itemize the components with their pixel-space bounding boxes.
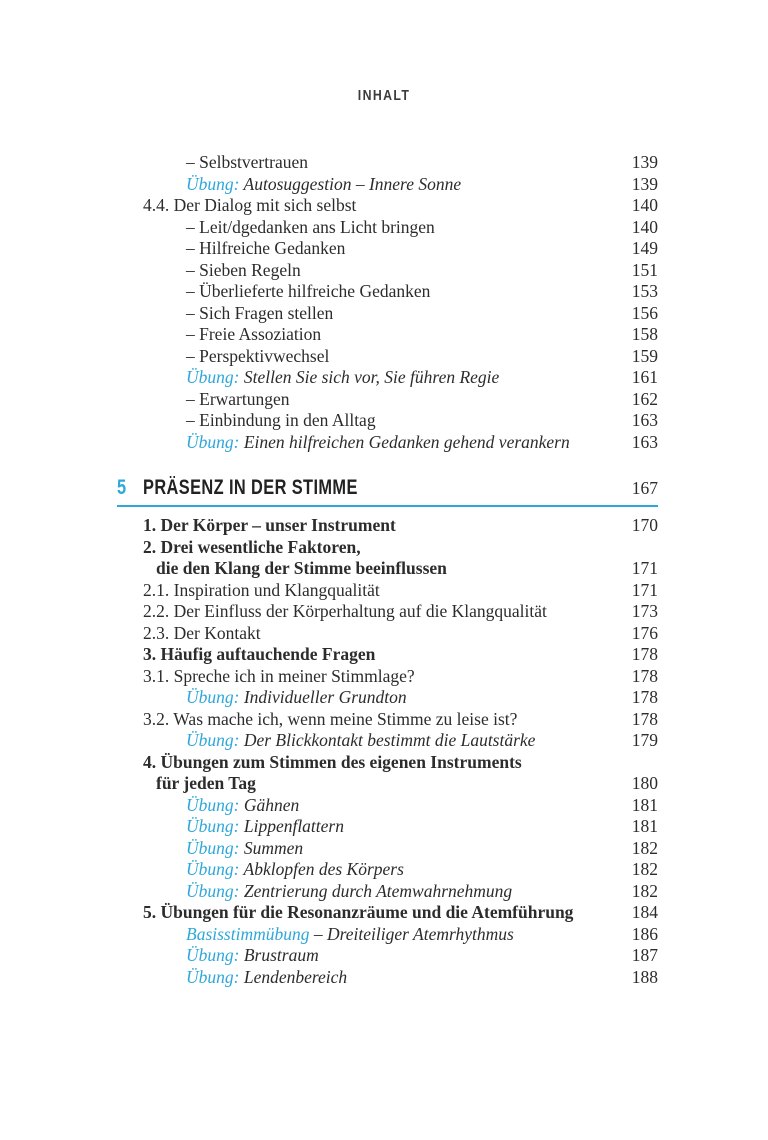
- toc-entry-page: 162: [631, 388, 658, 409]
- toc-entry-page: 173: [631, 601, 658, 621]
- toc-entry-label: – Sieben Regeln: [186, 259, 301, 280]
- toc-entry-lead: Übung:: [186, 837, 240, 858]
- toc-entry-label: Übung: Stellen Sie sich vor, Sie führen Regie: [186, 367, 500, 387]
- toc-entry-label: Übung: Brustraum: [186, 945, 319, 965]
- toc-row: [117, 195, 658, 217]
- toc-entry-page: 182: [631, 859, 658, 879]
- toc-row: [117, 816, 658, 838]
- toc-entry-page: 139: [631, 152, 658, 172]
- toc-entry-page: 182: [631, 880, 658, 901]
- toc-entry-label: Übung: Einen hilfreichen Gedanken gehend verankern: [186, 431, 570, 452]
- toc-row: [117, 152, 658, 174]
- toc-row: [117, 558, 658, 580]
- toc-entry-label: Übung: Individueller Grundton: [186, 687, 407, 707]
- toc-entry-lead: Übung:: [186, 173, 240, 194]
- toc-entry-lead: Übung:: [186, 966, 240, 987]
- toc-entry-label: Basisstimmübung – Dreiteiliger Atemrhythmus: [186, 923, 514, 944]
- toc-entry-lead: Übung:: [186, 730, 240, 750]
- toc-entry-label: 4.4. Der Dialog mit sich selbst: [143, 195, 357, 215]
- toc-row: [117, 281, 658, 303]
- toc-entry-label: 3.1. Spreche ich in meiner Stimmlage?: [143, 665, 415, 686]
- toc-entry-lead: Übung:: [186, 880, 240, 901]
- toc-entry-label: Übung: Der Blickkontakt bestimmt die Lautstärke: [186, 730, 536, 750]
- chapter-page-number: 167: [631, 478, 658, 498]
- toc-entry-label: – Freie Assoziation: [186, 324, 322, 344]
- toc-row: [117, 174, 658, 196]
- toc-row: [117, 902, 658, 924]
- toc-row: [117, 730, 658, 752]
- toc-entry-page: 182: [631, 837, 658, 858]
- toc-entry-label: 5. Übungen für die Resonanzräume und die Atemführung: [143, 902, 574, 922]
- toc-entry-page: 176: [631, 622, 658, 643]
- toc-entry-page: 188: [631, 966, 658, 987]
- chapter-heading-left: [117, 476, 419, 500]
- toc-entry-lead: Übung:: [186, 859, 240, 879]
- toc-row: [117, 515, 658, 537]
- toc-row: [117, 601, 658, 623]
- toc-row: [117, 752, 658, 774]
- toc-row: [117, 773, 658, 795]
- toc-entry-label: Übung: Lendenbereich: [186, 966, 348, 987]
- toc-entry-page: 170: [631, 515, 658, 535]
- toc-row: [117, 623, 658, 645]
- toc-entry-label: – Leit/dgedanken ans Licht bringen: [186, 216, 435, 237]
- toc-entry-page: 151: [631, 259, 658, 280]
- toc-entry-page: 153: [631, 281, 658, 301]
- toc-row: [117, 389, 658, 411]
- toc-entry-label: 2.2. Der Einfluss der Körperhaltung auf die Klangqualität: [143, 601, 547, 621]
- toc-row: [117, 324, 658, 346]
- toc-entry-page: 163: [631, 431, 658, 452]
- toc-row: [117, 303, 658, 325]
- toc-entry-page: 181: [631, 794, 658, 815]
- toc-entry-lead: Übung:: [186, 945, 240, 965]
- toc-row: [117, 260, 658, 282]
- toc-row: [117, 367, 658, 389]
- toc-row: [117, 217, 658, 239]
- toc-entry-label: 2.3. Der Kontakt: [143, 622, 261, 643]
- toc-row: [117, 666, 658, 688]
- chapter-heading: [117, 476, 658, 507]
- toc-entry-lead: Übung:: [186, 794, 240, 815]
- toc-entry-page: 179: [631, 730, 658, 750]
- toc-row: [117, 881, 658, 903]
- toc-entry-page: 184: [631, 902, 658, 922]
- toc-section-chapter: [117, 515, 658, 988]
- toc-entry-page: 140: [631, 195, 658, 215]
- toc-row: [117, 238, 658, 260]
- toc-entry-label: – Sich Fragen stellen: [186, 302, 334, 323]
- toc-entry-page: 139: [631, 173, 658, 194]
- toc-row: [117, 945, 658, 967]
- toc-entry-page: 156: [631, 302, 658, 323]
- toc-row: [117, 709, 658, 731]
- toc-entry-label: Übung: Gähnen: [186, 794, 300, 815]
- toc-row: [117, 346, 658, 368]
- toc-row: [117, 967, 658, 989]
- toc-entry-lead: Basisstimmübung: [186, 923, 310, 944]
- toc-row: [117, 838, 658, 860]
- toc-entry-page: 178: [631, 644, 658, 664]
- toc-entry-page: 181: [631, 816, 658, 836]
- toc-row: [117, 410, 658, 432]
- page-header: INHALT: [357, 88, 411, 104]
- chapter-title: PRÄSENZ IN DER STIMME: [143, 476, 358, 499]
- toc-section-top: [117, 152, 658, 453]
- toc-entry-page: 158: [631, 324, 658, 344]
- toc-entry-label: – Einbindung in den Alltag: [186, 410, 376, 430]
- toc-entry-page: 149: [631, 238, 658, 258]
- toc-row: [117, 795, 658, 817]
- toc-entry-label: 1. Der Körper – unser Instrument: [143, 515, 396, 535]
- toc-row: [117, 644, 658, 666]
- toc-entry-page: 178: [631, 665, 658, 686]
- toc-entry-label: – Selbstvertrauen: [186, 152, 308, 172]
- toc-entry-label: Übung: Lippenflattern: [186, 816, 344, 836]
- toc-entry-page: 161: [631, 367, 658, 387]
- toc-entry-label: – Überlieferte hilfreiche Gedanken: [186, 281, 431, 301]
- toc-entry-page: 186: [631, 923, 658, 944]
- chapter-number: 5: [117, 476, 127, 499]
- toc-entry-lead: Übung:: [186, 816, 240, 836]
- toc-entry-lead: Übung:: [186, 367, 240, 387]
- toc-entry-label: – Perspektivwechsel: [186, 345, 330, 366]
- toc-entry-label: 3.2. Was mache ich, wenn meine Stimme zu leise ist?: [143, 708, 518, 729]
- toc-entry-label: die den Klang der Stimme beeinflussen: [156, 558, 447, 578]
- toc-entry-label: – Erwartungen: [186, 388, 290, 409]
- toc-entry-label: 4. Übungen zum Stimmen des eigenen Instruments: [143, 751, 522, 772]
- toc-entry-label: 2.1. Inspiration und Klangqualität: [143, 579, 380, 600]
- toc-row: [117, 432, 658, 454]
- toc-entry-label: Übung: Zentrierung durch Atemwahrnehmung: [186, 880, 513, 901]
- toc-entry-lead: Übung:: [186, 431, 240, 452]
- toc-entry-label: für jeden Tag: [156, 773, 256, 793]
- toc-row: [117, 537, 658, 559]
- toc-entry-page: 178: [631, 687, 658, 707]
- toc-row: [117, 924, 658, 946]
- toc-entry-page: 159: [631, 345, 658, 366]
- toc-entry-page: 163: [631, 410, 658, 430]
- toc-entry-lead: Übung:: [186, 687, 240, 707]
- toc-entry-label: – Hilfreiche Gedanken: [186, 238, 346, 258]
- toc-row: [117, 687, 658, 709]
- toc-row: [117, 580, 658, 602]
- toc-row: [117, 859, 658, 881]
- toc-entry-label: Übung: Autosuggestion – Innere Sonne: [186, 173, 462, 194]
- toc-entry-page: 171: [631, 579, 658, 600]
- toc-entry-page: 140: [631, 216, 658, 237]
- toc-entry-label: Übung: Summen: [186, 837, 304, 858]
- toc-entry-label: 3. Häufig auftauchende Fragen: [143, 644, 376, 664]
- toc-entry-page: 180: [631, 773, 658, 793]
- toc-entry-label: Übung: Abklopfen des Körpers: [186, 859, 404, 879]
- toc-entry-page: 171: [631, 558, 658, 578]
- toc-entry-label: 2. Drei wesentliche Faktoren,: [143, 536, 361, 557]
- toc-entry-page: 178: [631, 708, 658, 729]
- toc-entry-page: 187: [631, 945, 658, 965]
